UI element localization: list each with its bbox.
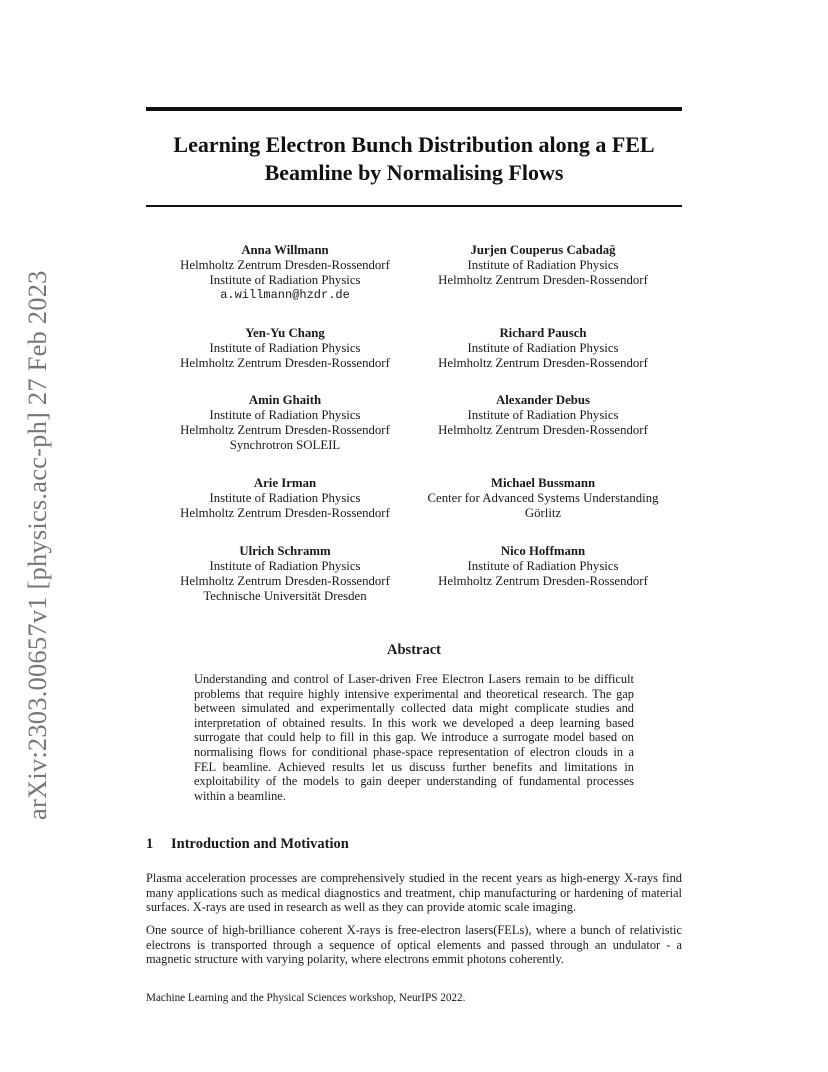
author-name: Anna Willmann [241, 243, 329, 257]
author-affiliation: Technische Universität Dresden [203, 589, 367, 603]
author-affiliation: Helmholtz Zentrum Dresden-Rossendorf [180, 506, 390, 520]
author-block [403, 326, 683, 371]
section-number: 1 [146, 836, 154, 852]
arxiv-identifier: arXiv:2303.00657v1 [physics.acc-ph] 27 Feb 2023 [22, 270, 52, 820]
author-affiliation: Helmholtz Zentrum Dresden-Rossendorf [180, 423, 390, 437]
author-affiliation: Helmholtz Zentrum Dresden-Rossendorf [438, 423, 648, 437]
abstract-heading: Abstract [387, 642, 441, 658]
author-affiliation: Institute of Radiation Physics [467, 408, 619, 422]
title-line-1: Learning Electron Bunch Distribution along a FEL [173, 132, 655, 157]
author-name: Yen-Yu Chang [245, 326, 325, 340]
author-block [137, 476, 433, 521]
author-email: a.willmann@hzdr.de [220, 288, 350, 302]
author-affiliation: Center for Advanced Systems Understanding [427, 491, 659, 505]
author-affiliation: Institute of Radiation Physics [467, 341, 619, 355]
author-affiliation: Görlitz [524, 506, 562, 520]
author-block [403, 393, 683, 438]
author-affiliation: Institute of Radiation Physics [209, 341, 361, 355]
author-affiliation: Helmholtz Zentrum Dresden-Rossendorf [438, 356, 648, 370]
author-affiliation: Helmholtz Zentrum Dresden-Rossendorf [438, 273, 648, 287]
author-affiliation: Helmholtz Zentrum Dresden-Rossendorf [438, 574, 648, 588]
author-name: Arie Irman [253, 476, 317, 490]
author-affiliation: Helmholtz Zentrum Dresden-Rossendorf [180, 574, 390, 588]
author-affiliation: Institute of Radiation Physics [209, 273, 361, 287]
section-title: Introduction and Motivation [171, 836, 349, 852]
author-affiliation: Institute of Radiation Physics [209, 491, 361, 505]
author-name: Nico Hoffmann [500, 544, 586, 558]
author-affiliation: Institute of Radiation Physics [209, 559, 361, 573]
title-top-rule [146, 107, 682, 111]
abstract-text: Understanding and control of Laser-driven Free Electron Lasers remain to be difficult problems that require highly intensive experimental and theoretical research. The gap between simulated and experimentally collected data might complicate studies and interpretation of obtained results. In this work we developed a deep learning based surrogate that could help to fill in this gap. We introduce a surrogate model based on normalising flows for conditional phase-space representation of electron clouds in a FEL beamline. Achieved results let us discuss further benefits and limitations in exploitability of the models to gain deeper understanding of fundamental processes within a beamline. [194, 672, 634, 803]
author-block [145, 544, 425, 604]
venue-footnote: Machine Learning and the Physical Sciences workshop, NeurIPS 2022. [146, 992, 466, 1004]
author-block [145, 393, 425, 453]
author-affiliation: Institute of Radiation Physics [467, 258, 619, 272]
author-affiliation: Helmholtz Zentrum Dresden-Rossendorf [180, 258, 390, 272]
author-name: Alexander Debus [496, 393, 590, 407]
paper-title [146, 131, 682, 187]
author-block [403, 544, 683, 589]
author-block [395, 476, 691, 521]
title-line-2: Beamline by Normalising Flows [264, 160, 564, 185]
author-block [145, 243, 425, 303]
title-bottom-rule [146, 205, 682, 207]
section-heading [146, 836, 682, 853]
author-block [403, 243, 683, 288]
author-affiliation: Institute of Radiation Physics [209, 408, 361, 422]
author-affiliation: Synchrotron SOLEIL [229, 438, 341, 452]
body-paragraph: Plasma acceleration processes are comprehensively studied in the recent years as high-energy X-rays find many applications such as medical diagnostics and treatment, chip manufacturing or hardening of material surfaces. X-rays are used in research as well as they can provide atomic scale imaging. [146, 871, 682, 915]
author-name: Michael Bussmann [490, 476, 596, 490]
author-affiliation: Helmholtz Zentrum Dresden-Rossendorf [180, 356, 390, 370]
author-name: Jurjen Couperus Cabadağ [470, 243, 616, 257]
author-name: Richard Pausch [499, 326, 587, 340]
author-name: Amin Ghaith [248, 393, 322, 407]
author-name: Ulrich Schramm [239, 544, 331, 558]
author-affiliation: Institute of Radiation Physics [467, 559, 619, 573]
author-block [145, 326, 425, 371]
body-paragraph: One source of high-brilliance coherent X-rays is free-electron lasers(FELs), where a bunch of relativistic electrons is transported through a sequence of optical elements and passed through an undulator - a magnetic structure with varying polarity, where electrons emmit photons coherently. [146, 923, 682, 967]
